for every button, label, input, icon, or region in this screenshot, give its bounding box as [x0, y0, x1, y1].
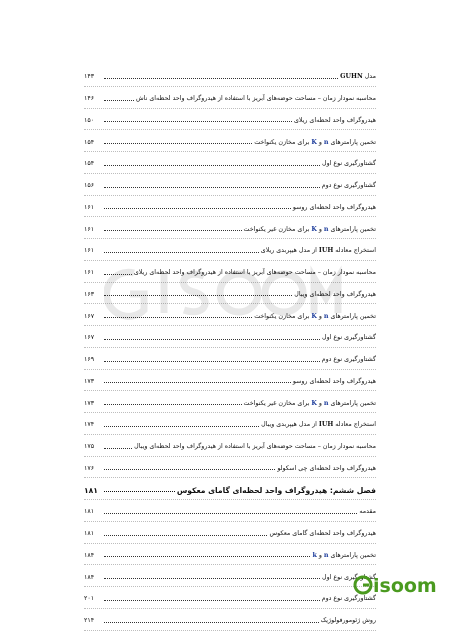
toc-page-number: ۱۶۳ — [84, 290, 95, 298]
toc-entry-title: مقدمه — [359, 508, 376, 516]
toc-leader-dots — [104, 271, 132, 275]
toc-leader-dots — [104, 162, 320, 166]
toc-leader-dots — [104, 532, 267, 536]
toc-page-number: ۱۸۴ — [84, 573, 95, 581]
toc-entry — [84, 349, 376, 371]
toc-row-rule — [84, 477, 376, 478]
toc-symbol: IUH — [318, 247, 334, 255]
toc-entry-title: هیدروگراف واحد لحظه‌ای ریلای — [293, 116, 376, 124]
toc-entry-title: فصل ششم: هیدروگراف واحد لحظه‌ای گامای معکوس — [176, 485, 376, 495]
toc-page-number: ۱۷۳ — [84, 399, 95, 407]
toc-row-rule — [84, 238, 376, 239]
toc-page-number: ۱۶۱ — [84, 203, 95, 211]
toc-leader-dots — [104, 358, 320, 362]
toc-entry-title: روش ژئومورفولوژیک — [320, 617, 376, 625]
toc-page-number: ۱۸۴ — [84, 551, 95, 559]
toc-parameter-symbol: n — [323, 551, 329, 559]
toc-entry — [84, 153, 376, 175]
toc-page-number: ۱۴۳ — [84, 73, 95, 81]
toc-row-rule — [84, 499, 376, 500]
toc-leader-dots — [104, 227, 242, 231]
toc-chapter-heading — [84, 479, 376, 501]
toc-entry-title: هیدروگراف واحد لحظه‌ای ویبال — [294, 290, 376, 298]
toc-leader-dots — [104, 401, 242, 405]
toc-row-rule — [84, 390, 376, 391]
toc-row-rule — [84, 151, 376, 152]
toc-parameter-symbol: K — [311, 312, 317, 320]
toc-page-number: ۱۸۱ — [84, 508, 95, 516]
toc-entry — [84, 610, 376, 632]
toc-page-number: ۱۵۴ — [84, 138, 95, 146]
toc-row-rule — [84, 108, 376, 109]
toc-entry-title: هیدروگراف واحد لحظه‌ای روسو — [292, 377, 376, 385]
toc-entry-title: تخمین پارامترهای n و k — [312, 551, 376, 559]
toc-row-rule — [84, 216, 376, 217]
toc-row-rule — [84, 325, 376, 326]
toc-row-rule — [84, 412, 376, 413]
toc-leader-dots — [104, 249, 259, 253]
gisoom-logo — [353, 574, 451, 596]
toc-entry — [84, 110, 376, 132]
toc-page-number: ۱۶۱ — [84, 269, 95, 277]
toc-entry-title: گشتاورگیری نوع دوم — [321, 356, 376, 364]
toc-entry — [84, 588, 376, 610]
toc-entry — [84, 175, 376, 197]
toc-row-rule — [84, 586, 376, 587]
toc-entry-title: استخراج معادله IUH از مدل هیپربدی ویبال — [261, 421, 376, 429]
toc-entry-title: گشتاورگیری نوع اول — [322, 160, 376, 168]
toc-entry-title: محاسبه نمودار زمان – مساحت حوضه‌های آبریز با استفاده از هیدروگراف واحد لحظه‌ای ناش — [136, 95, 376, 103]
toc-leader-dots — [104, 423, 259, 427]
toc-leader-dots — [104, 575, 320, 579]
toc-row-rule — [84, 347, 376, 348]
toc-page-number: ۱۵۶ — [84, 182, 95, 190]
toc-entry-title: محاسبه نمودار زمان – مساحت حوضه‌های آبریز با استفاده از هیدروگراف واحد لحظه‌ای ریلای — [133, 269, 376, 277]
toc-leader-dots — [104, 184, 320, 188]
toc-row-rule — [84, 434, 376, 435]
toc-entry — [84, 284, 376, 306]
toc-entry-title: استخراج معادله IUH از مدل هیپربدی ریلای — [260, 247, 376, 255]
toc-page-number: ۱۶۹ — [84, 356, 95, 364]
toc-leader-dots — [104, 292, 292, 296]
toc-entry — [84, 88, 376, 110]
toc-entry — [84, 197, 376, 219]
toc-parameter-symbol: K — [311, 225, 317, 233]
toc-leader-dots — [104, 510, 357, 514]
toc-entry-title: گشتاورگیری نوع دوم — [321, 595, 376, 603]
toc-page-number: ۱۵۰ — [84, 116, 95, 124]
toc-entry-title: مدل GUHN — [340, 73, 376, 81]
toc-entry — [84, 371, 376, 393]
toc-entry-title: گشتاورگیری نوع دوم — [321, 182, 376, 190]
toc-entry — [84, 566, 376, 588]
toc-page-number: ۱۶۱ — [84, 247, 95, 255]
toc-row-rule — [84, 369, 376, 370]
toc-symbol: GUHN — [340, 73, 363, 81]
toc-row-rule — [84, 173, 376, 174]
toc-entry-title: محاسبه نمودار زمان – مساحت حوضه‌های آبریز با استفاده از هیدروگراف واحد لحظه‌ای ویبال — [134, 443, 376, 451]
toc-row-rule — [84, 195, 376, 196]
toc-page-number: ۱۸۱ — [84, 485, 98, 495]
toc-leader-dots — [104, 553, 310, 557]
toc-row-rule — [84, 543, 376, 544]
toc-page-number: ۱۷۶ — [84, 464, 95, 472]
toc-row-rule — [84, 282, 376, 283]
toc-row-rule — [84, 521, 376, 522]
toc-parameter-symbol: n — [323, 399, 329, 407]
toc-parameter-symbol: K — [311, 138, 317, 146]
toc-entry — [84, 131, 376, 153]
toc-leader-dots — [104, 205, 291, 209]
toc-entry — [84, 458, 376, 480]
toc-page-number: ۱۵۴ — [84, 160, 95, 168]
toc-page-number: ۲۰۱ — [84, 595, 95, 603]
toc-parameter-symbol: K — [311, 399, 317, 407]
toc-row-rule — [84, 564, 376, 565]
toc-row-rule — [84, 608, 376, 609]
toc-page-number: ۱۶۷ — [84, 312, 95, 320]
toc-entry-title: هیدروگراف واحد لحظه‌ای چی اسکولو — [277, 464, 376, 472]
toc-row-rule — [84, 630, 376, 631]
toc-leader-dots — [104, 445, 132, 449]
toc-entry — [84, 436, 376, 458]
toc-parameter-symbol: n — [323, 312, 329, 320]
toc-entry-title: تخمین پارامترهای n و K برای مخازن یکنواخت — [254, 138, 376, 146]
toc-leader-dots — [104, 75, 338, 79]
toc-row-rule — [84, 303, 376, 304]
toc-row-rule — [84, 260, 376, 261]
toc-page-number: ۱۷۵ — [84, 443, 95, 451]
toc-entry — [84, 218, 376, 240]
toc-entry-title: هیدروگراف واحد لحظه‌ای گامای معکوس — [269, 530, 376, 538]
toc-entry — [84, 501, 376, 523]
toc-parameter-symbol: n — [323, 138, 329, 146]
toc-row-rule — [84, 129, 376, 130]
toc-page-number: ۱۸۱ — [84, 530, 95, 538]
toc-entry — [84, 327, 376, 349]
toc-leader-dots — [104, 466, 275, 470]
toc-parameter-symbol: k — [312, 551, 317, 559]
toc-entry-title: هیدروگراف واحد لحظه‌ای روسو — [292, 203, 376, 211]
toc-leader-dots — [104, 97, 134, 101]
toc-entry-title: تخمین پارامترهای n و K برای مخازن غیر یکنواخت — [243, 399, 376, 407]
toc-entry — [84, 262, 376, 284]
toc-entry-title: تخمین پارامترهای n و K برای مخازن غیر یکنواخت — [243, 225, 376, 233]
svg-text:isoom: isoom — [373, 575, 437, 596]
toc-row-rule — [84, 86, 376, 87]
toc-leader-dots — [104, 379, 291, 383]
toc-symbol: IUH — [318, 421, 334, 429]
toc-parameter-symbol: n — [323, 225, 329, 233]
toc-entry-title: گشتاورگیری نوع اول — [322, 573, 376, 581]
toc-entry — [84, 66, 376, 88]
toc-page-number: ۱۷۴ — [84, 421, 95, 429]
toc-leader-dots — [104, 118, 292, 122]
toc-entry — [84, 414, 376, 436]
toc-leader-dots — [104, 314, 252, 318]
toc-leader-dots — [104, 336, 320, 340]
toc-leader-dots — [104, 619, 319, 623]
toc-leader-dots — [104, 488, 175, 492]
toc-page-number: ۱۷۳ — [84, 377, 95, 385]
toc-page-number: ۱۶۱ — [84, 225, 95, 233]
toc-page-number: ۱۶۷ — [84, 334, 95, 342]
toc-leader-dots — [104, 597, 320, 601]
toc-page-number: ۲۱۴ — [84, 617, 95, 625]
toc-page-number: ۱۴۶ — [84, 95, 95, 103]
toc-entry — [84, 305, 376, 327]
toc-entry — [84, 392, 376, 414]
toc-entry-title: تخمین پارامترهای n و K برای مخازن یکنواخت — [254, 312, 376, 320]
toc-entry-title: گشتاورگیری نوع اول — [322, 334, 376, 342]
toc-leader-dots — [104, 140, 252, 144]
toc-entry — [84, 523, 376, 545]
toc-row-rule — [84, 456, 376, 457]
toc-entry — [84, 545, 376, 567]
toc-entry — [84, 240, 376, 262]
